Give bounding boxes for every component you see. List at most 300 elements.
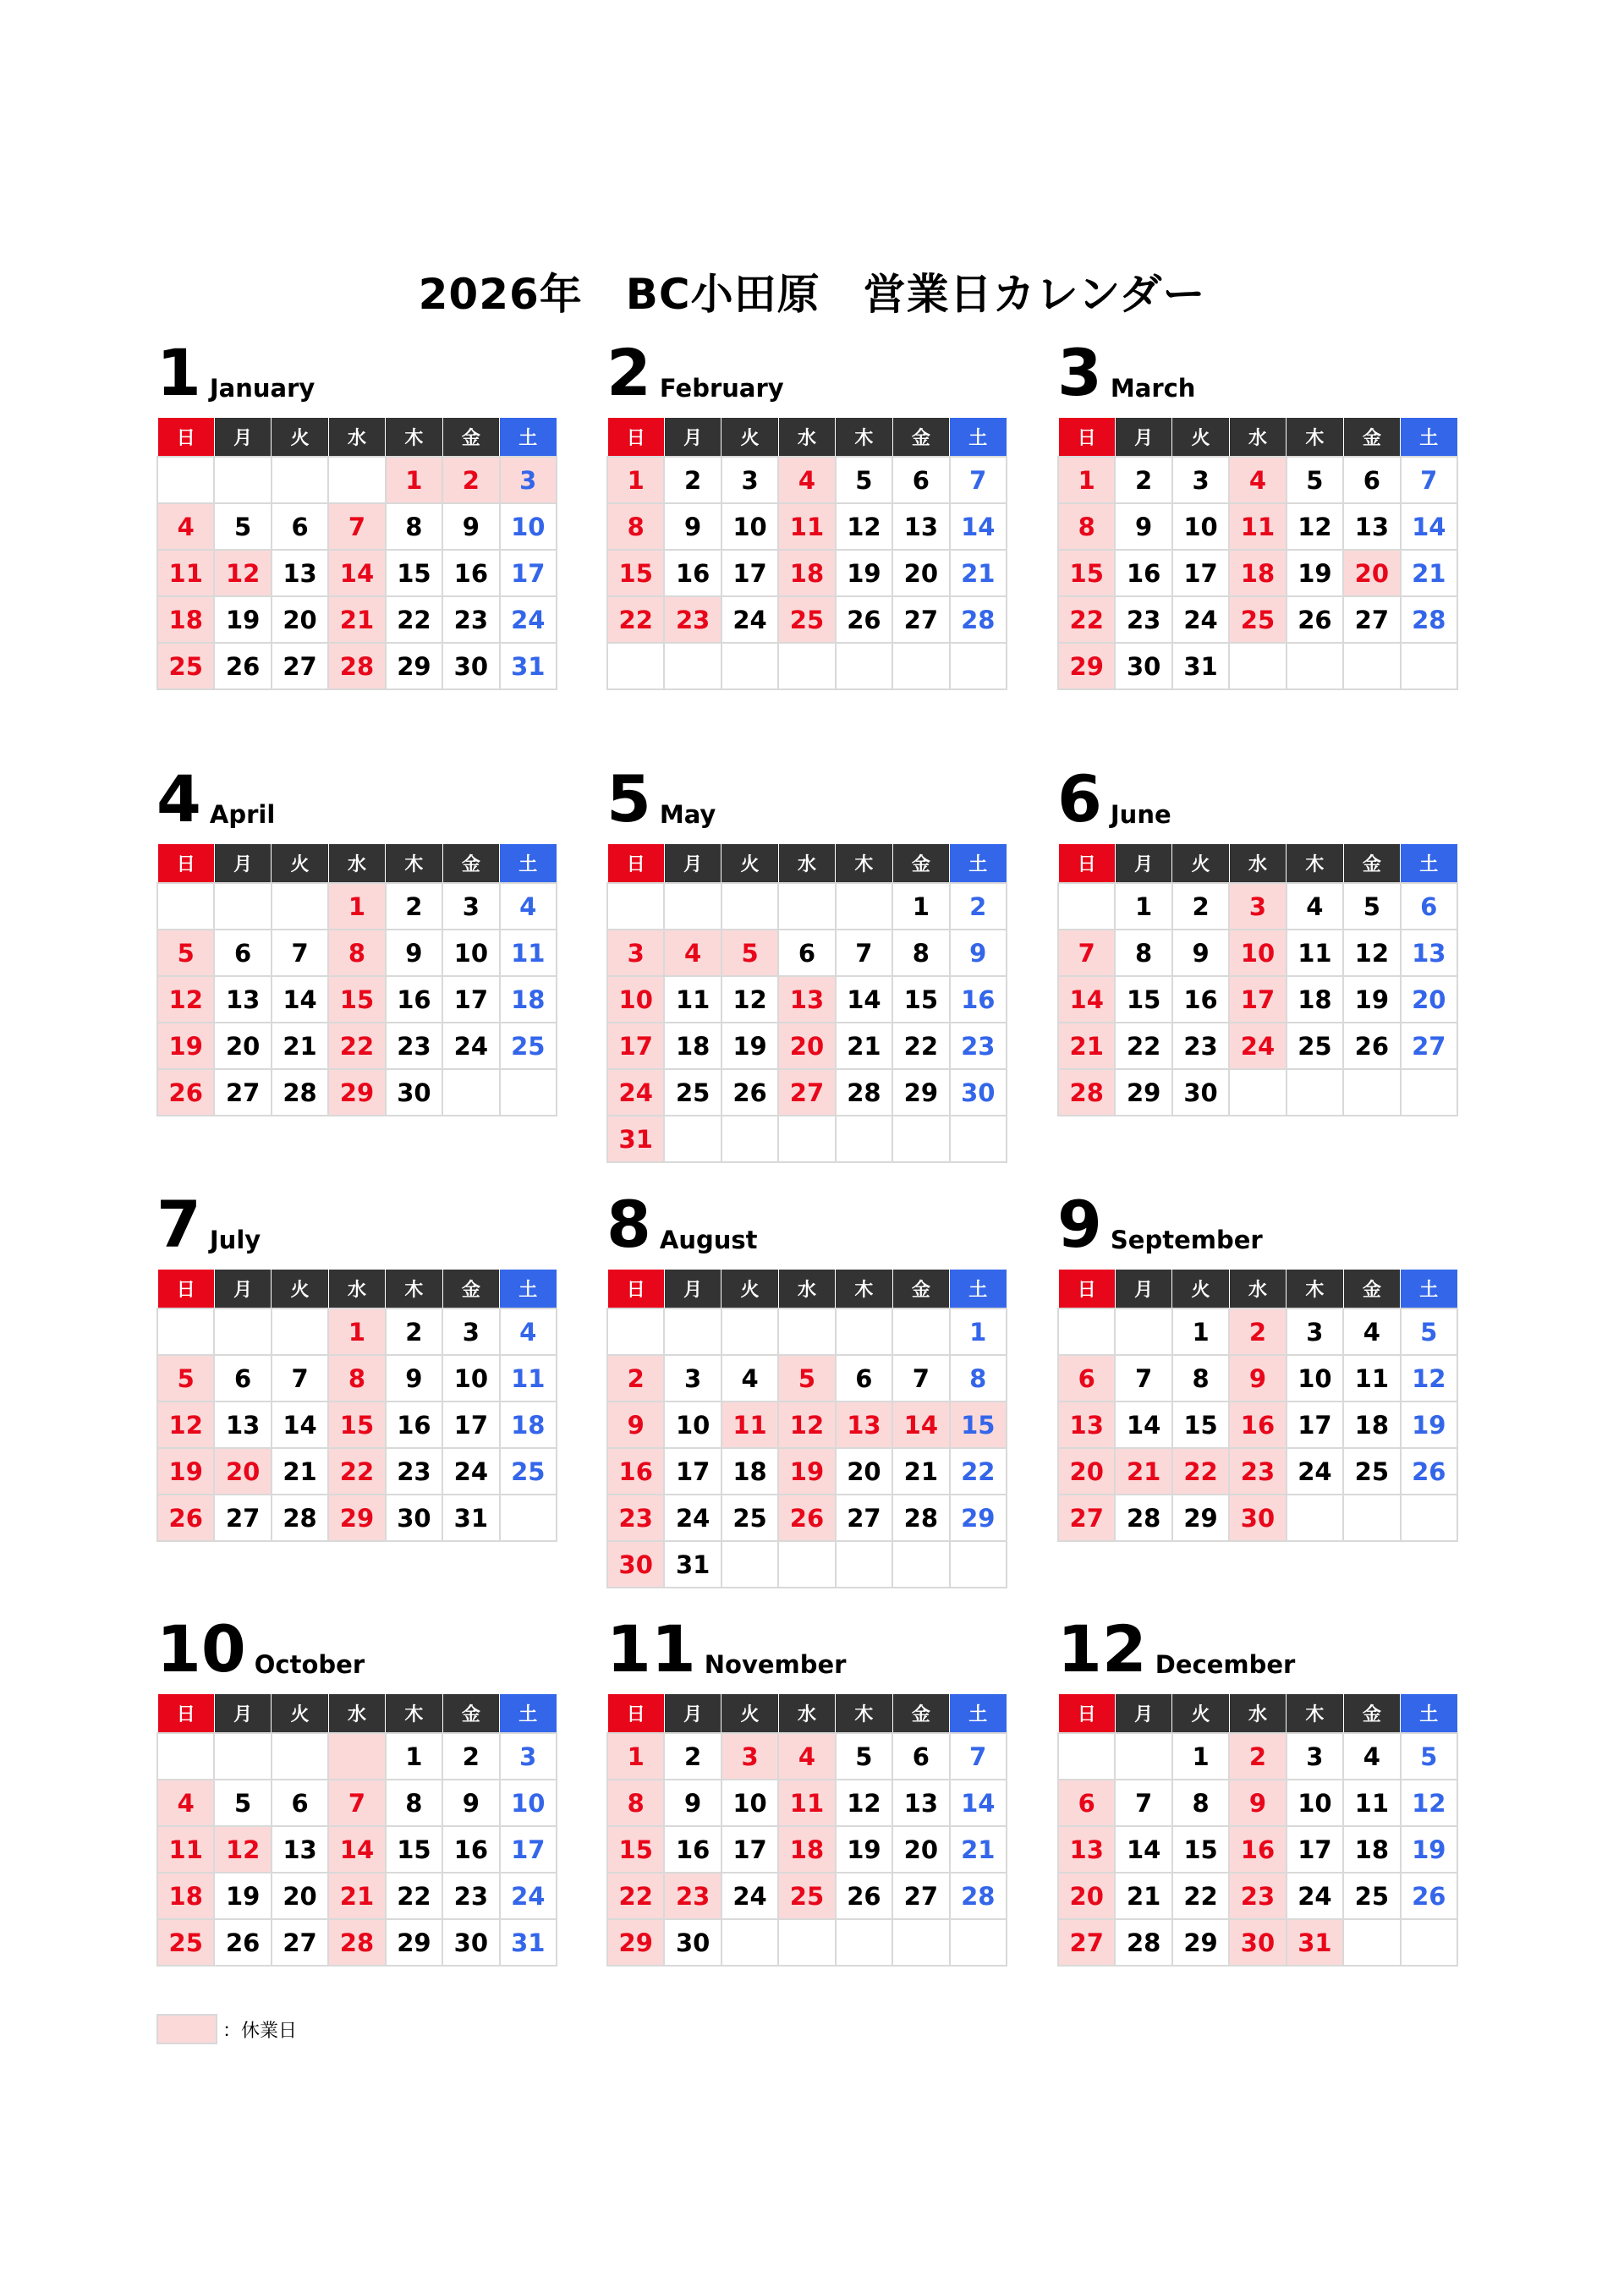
- day-cell: 8: [892, 930, 949, 976]
- empty-cell: [664, 1308, 721, 1355]
- month-table: [1057, 843, 1458, 1116]
- day-cell: 28: [1401, 596, 1457, 643]
- day-cell: 13: [892, 1780, 949, 1826]
- month-header: [156, 1611, 365, 1687]
- day-cell: 3: [664, 1355, 721, 1402]
- weekday-header: 金: [892, 1694, 949, 1734]
- day-cell: 11: [1287, 930, 1343, 976]
- day-cell: 13: [214, 1402, 271, 1448]
- week-row: [1058, 1023, 1457, 1069]
- day-cell: 19: [836, 1826, 892, 1873]
- month-table: [606, 1693, 1007, 1967]
- week-row: [157, 1448, 557, 1495]
- day-cell: 9: [950, 930, 1007, 976]
- day-cell: 9: [386, 930, 442, 976]
- weekday-header: 金: [1343, 1270, 1400, 1309]
- weekday-header: 木: [836, 1270, 892, 1309]
- weekday-header: 日: [1058, 1694, 1115, 1734]
- day-cell: 14: [836, 976, 892, 1023]
- month-name: March: [1110, 374, 1196, 403]
- week-row: [1058, 1069, 1457, 1116]
- day-cell: 21: [1115, 1448, 1171, 1495]
- day-cell: 16: [1229, 1402, 1286, 1448]
- month-march: [1057, 335, 1458, 690]
- day-cell: 28: [328, 643, 385, 689]
- day-cell: 26: [214, 643, 271, 689]
- month-header: [606, 1187, 758, 1262]
- empty-cell: [778, 1116, 835, 1162]
- month-number: 4: [156, 761, 201, 837]
- day-cell: 17: [1287, 1826, 1343, 1873]
- empty-cell: [1229, 1069, 1286, 1116]
- day-cell: 30: [664, 1919, 721, 1966]
- day-cell: 23: [1115, 596, 1171, 643]
- weekday-header: 土: [950, 844, 1007, 884]
- week-row: [607, 1402, 1007, 1448]
- day-cell: 10: [500, 503, 557, 550]
- day-cell: 25: [778, 1873, 835, 1919]
- month-name: February: [659, 374, 784, 403]
- day-cell: 26: [1401, 1873, 1457, 1919]
- week-row: [157, 550, 557, 596]
- day-cell: 6: [1401, 883, 1457, 930]
- day-cell: 15: [607, 1826, 664, 1873]
- day-cell: 28: [328, 1919, 385, 1966]
- month-december: [1057, 1611, 1458, 1967]
- day-cell: 17: [607, 1023, 664, 1069]
- day-cell: 21: [950, 1826, 1007, 1873]
- day-cell: 12: [778, 1402, 835, 1448]
- day-cell: 18: [1343, 1402, 1400, 1448]
- week-row: [607, 503, 1007, 550]
- day-cell: 5: [157, 1355, 214, 1402]
- day-cell: 10: [664, 1402, 721, 1448]
- day-cell: 22: [1172, 1873, 1229, 1919]
- weekday-header-row: [607, 418, 1007, 458]
- day-cell: 13: [892, 503, 949, 550]
- week-row: [157, 1069, 557, 1116]
- day-cell: 3: [500, 457, 557, 503]
- day-cell: 5: [721, 930, 778, 976]
- day-cell: 31: [500, 643, 557, 689]
- week-row: [1058, 1355, 1457, 1402]
- month-august: [606, 1187, 1007, 1588]
- day-cell: 30: [1172, 1069, 1229, 1116]
- week-row: [157, 1826, 557, 1873]
- empty-cell: [1343, 1069, 1400, 1116]
- day-cell: 12: [1401, 1780, 1457, 1826]
- day-cell: 29: [386, 1919, 442, 1966]
- weekday-header: 火: [272, 844, 328, 884]
- week-row: [607, 1495, 1007, 1541]
- empty-cell: [214, 1733, 271, 1780]
- month-number: 6: [1057, 761, 1102, 837]
- day-cell: 10: [607, 976, 664, 1023]
- day-cell: 11: [1343, 1780, 1400, 1826]
- day-cell: 2: [442, 1733, 499, 1780]
- month-header: [1057, 761, 1171, 837]
- month-header: [606, 335, 784, 410]
- day-cell: 26: [836, 1873, 892, 1919]
- empty-cell: [778, 1308, 835, 1355]
- day-cell: 5: [836, 1733, 892, 1780]
- empty-cell: [214, 457, 271, 503]
- day-cell: 11: [721, 1402, 778, 1448]
- empty-cell: [214, 883, 271, 930]
- day-cell: 21: [272, 1448, 328, 1495]
- week-row: [1058, 883, 1457, 930]
- weekday-header: 水: [1229, 1270, 1286, 1309]
- day-cell: 3: [442, 1308, 499, 1355]
- day-cell: 17: [721, 550, 778, 596]
- empty-cell: [664, 883, 721, 930]
- day-cell: 28: [272, 1069, 328, 1116]
- weekday-header: 木: [1287, 1694, 1343, 1734]
- day-cell: 2: [664, 1733, 721, 1780]
- weekday-header: 金: [892, 1270, 949, 1309]
- empty-cell: [721, 1308, 778, 1355]
- day-cell: 25: [778, 596, 835, 643]
- weekday-header: 土: [950, 1270, 1007, 1309]
- day-cell: 24: [607, 1069, 664, 1116]
- day-cell: 5: [1287, 457, 1343, 503]
- day-cell: 11: [778, 1780, 835, 1826]
- week-row: [607, 1873, 1007, 1919]
- day-cell: 17: [442, 1402, 499, 1448]
- day-cell: 21: [1058, 1023, 1115, 1069]
- day-cell: 19: [1401, 1402, 1457, 1448]
- weekday-header: 木: [386, 844, 442, 884]
- day-cell: 1: [892, 883, 949, 930]
- day-cell: 20: [214, 1023, 271, 1069]
- day-cell: 4: [778, 1733, 835, 1780]
- weekday-header: 水: [1229, 418, 1286, 458]
- week-row: [607, 1780, 1007, 1826]
- empty-cell: [1343, 643, 1400, 689]
- weekday-header: 日: [607, 844, 664, 884]
- day-cell: 27: [778, 1069, 835, 1116]
- day-cell: 25: [157, 1919, 214, 1966]
- week-row: [607, 1448, 1007, 1495]
- weekday-header: 土: [1401, 418, 1457, 458]
- day-cell: 6: [214, 930, 271, 976]
- day-cell: 1: [1115, 883, 1171, 930]
- week-row: [1058, 1873, 1457, 1919]
- day-cell: 19: [157, 1448, 214, 1495]
- day-cell: 21: [328, 596, 385, 643]
- weekday-header: 日: [157, 1694, 214, 1734]
- day-cell: 15: [607, 550, 664, 596]
- day-cell: 22: [607, 1873, 664, 1919]
- day-cell: 11: [157, 550, 214, 596]
- empty-cell: [328, 1733, 385, 1780]
- day-cell: 7: [272, 1355, 328, 1402]
- weekday-header: 水: [778, 1694, 835, 1734]
- weekday-header: 月: [214, 1270, 271, 1309]
- week-row: [607, 1308, 1007, 1355]
- day-cell: 27: [272, 1919, 328, 1966]
- empty-cell: [836, 643, 892, 689]
- day-cell: 21: [836, 1023, 892, 1069]
- day-cell: 4: [500, 1308, 557, 1355]
- day-cell: 23: [1172, 1023, 1229, 1069]
- day-cell: 29: [1115, 1069, 1171, 1116]
- month-october: [156, 1611, 557, 1967]
- month-number: 10: [156, 1611, 246, 1687]
- day-cell: 6: [778, 930, 835, 976]
- day-cell: 23: [607, 1495, 664, 1541]
- day-cell: 30: [1229, 1495, 1286, 1541]
- day-cell: 2: [950, 883, 1007, 930]
- month-table: [606, 843, 1007, 1163]
- day-cell: 21: [1401, 550, 1457, 596]
- day-cell: 16: [1172, 976, 1229, 1023]
- day-cell: 16: [1115, 550, 1171, 596]
- empty-cell: [1401, 1919, 1457, 1966]
- weekday-header-row: [607, 1694, 1007, 1734]
- day-cell: 7: [950, 457, 1007, 503]
- empty-cell: [500, 1069, 557, 1116]
- empty-cell: [721, 1116, 778, 1162]
- empty-cell: [157, 457, 214, 503]
- week-row: [1058, 1826, 1457, 1873]
- day-cell: 7: [892, 1355, 949, 1402]
- week-row: [607, 643, 1007, 689]
- day-cell: 25: [664, 1069, 721, 1116]
- day-cell: 19: [214, 1873, 271, 1919]
- empty-cell: [836, 1541, 892, 1588]
- day-cell: 27: [214, 1495, 271, 1541]
- week-row: [157, 1873, 557, 1919]
- day-cell: 29: [328, 1495, 385, 1541]
- month-number: 2: [606, 335, 651, 410]
- day-cell: 2: [442, 457, 499, 503]
- day-cell: 9: [442, 1780, 499, 1826]
- day-cell: 30: [442, 643, 499, 689]
- weekday-header: 月: [1115, 1694, 1171, 1734]
- weekday-header: 木: [1287, 1270, 1343, 1309]
- week-row: [157, 1402, 557, 1448]
- day-cell: 24: [1172, 596, 1229, 643]
- day-cell: 15: [1115, 976, 1171, 1023]
- month-header: [1057, 1187, 1263, 1262]
- day-cell: 2: [664, 457, 721, 503]
- day-cell: 3: [1287, 1733, 1343, 1780]
- day-cell: 7: [328, 503, 385, 550]
- day-cell: 15: [328, 976, 385, 1023]
- day-cell: 10: [442, 1355, 499, 1402]
- day-cell: 4: [1343, 1308, 1400, 1355]
- empty-cell: [721, 883, 778, 930]
- empty-cell: [1401, 643, 1457, 689]
- day-cell: 26: [778, 1495, 835, 1541]
- day-cell: 27: [892, 596, 949, 643]
- day-cell: 11: [500, 1355, 557, 1402]
- week-row: [157, 930, 557, 976]
- weekday-header-row: [607, 844, 1007, 884]
- day-cell: 2: [1229, 1733, 1286, 1780]
- day-cell: 23: [386, 1448, 442, 1495]
- weekday-header-row: [157, 418, 557, 458]
- day-cell: 1: [950, 1308, 1007, 1355]
- day-cell: 17: [1172, 550, 1229, 596]
- weekday-header: 日: [607, 418, 664, 458]
- day-cell: 28: [1115, 1495, 1171, 1541]
- day-cell: 28: [1058, 1069, 1115, 1116]
- empty-cell: [607, 1308, 664, 1355]
- empty-cell: [836, 883, 892, 930]
- day-cell: 23: [442, 596, 499, 643]
- day-cell: 14: [950, 503, 1007, 550]
- month-february: [606, 335, 1007, 690]
- weekday-header: 月: [214, 1694, 271, 1734]
- day-cell: 16: [1229, 1826, 1286, 1873]
- weekday-header-row: [1058, 844, 1457, 884]
- month-header: [156, 335, 315, 410]
- day-cell: 21: [272, 1023, 328, 1069]
- weekday-header: 金: [442, 1694, 499, 1734]
- day-cell: 1: [607, 1733, 664, 1780]
- day-cell: 11: [1229, 503, 1286, 550]
- day-cell: 9: [1115, 503, 1171, 550]
- weekday-header: 土: [1401, 844, 1457, 884]
- week-row: [1058, 976, 1457, 1023]
- day-cell: 8: [607, 503, 664, 550]
- month-table: [156, 1269, 557, 1542]
- month-january: [156, 335, 557, 690]
- empty-cell: [836, 1308, 892, 1355]
- month-header: [1057, 1611, 1296, 1687]
- day-cell: 13: [1401, 930, 1457, 976]
- weekday-header: 火: [721, 1694, 778, 1734]
- empty-cell: [664, 643, 721, 689]
- day-cell: 12: [1287, 503, 1343, 550]
- day-cell: 20: [836, 1448, 892, 1495]
- day-cell: 11: [664, 976, 721, 1023]
- day-cell: 23: [386, 1023, 442, 1069]
- day-cell: 20: [892, 1826, 949, 1873]
- weekday-header: 金: [892, 418, 949, 458]
- day-cell: 12: [214, 1826, 271, 1873]
- day-cell: 25: [1229, 596, 1286, 643]
- weekday-header: 日: [157, 844, 214, 884]
- day-cell: 27: [1343, 596, 1400, 643]
- month-header: [156, 761, 276, 837]
- day-cell: 22: [328, 1023, 385, 1069]
- day-cell: 8: [328, 1355, 385, 1402]
- day-cell: 29: [386, 643, 442, 689]
- day-cell: 17: [721, 1826, 778, 1873]
- day-cell: 17: [1287, 1402, 1343, 1448]
- empty-cell: [778, 1541, 835, 1588]
- weekday-header: 日: [157, 418, 214, 458]
- day-cell: 22: [892, 1023, 949, 1069]
- day-cell: 10: [1287, 1355, 1343, 1402]
- empty-cell: [157, 1733, 214, 1780]
- day-cell: 12: [157, 976, 214, 1023]
- week-row: [1058, 1448, 1457, 1495]
- weekday-header-row: [157, 1270, 557, 1309]
- legend-label: ：休業日: [222, 2020, 298, 2042]
- empty-cell: [836, 1116, 892, 1162]
- month-header: [1057, 335, 1196, 410]
- weekday-header: 日: [607, 1270, 664, 1309]
- weekday-header: 火: [1172, 418, 1229, 458]
- day-cell: 8: [1058, 503, 1115, 550]
- day-cell: 18: [778, 1826, 835, 1873]
- weekday-header: 土: [500, 1694, 557, 1734]
- day-cell: 16: [386, 1402, 442, 1448]
- empty-cell: [721, 643, 778, 689]
- day-cell: 19: [1401, 1826, 1457, 1873]
- weekday-header: 木: [1287, 844, 1343, 884]
- empty-cell: [950, 1541, 1007, 1588]
- weekday-header: 土: [500, 1270, 557, 1309]
- empty-cell: [1115, 1308, 1171, 1355]
- weekday-header: 日: [607, 1694, 664, 1734]
- day-cell: 12: [836, 503, 892, 550]
- day-cell: 1: [386, 457, 442, 503]
- weekday-header: 日: [157, 1270, 214, 1309]
- day-cell: 5: [1343, 883, 1400, 930]
- month-table: [606, 1269, 1007, 1588]
- week-row: [157, 457, 557, 503]
- day-cell: 13: [214, 976, 271, 1023]
- week-row: [157, 1355, 557, 1402]
- empty-cell: [214, 1308, 271, 1355]
- weekday-header-row: [607, 1270, 1007, 1309]
- weekday-header: 月: [664, 418, 721, 458]
- day-cell: 26: [721, 1069, 778, 1116]
- day-cell: 5: [214, 503, 271, 550]
- week-row: [157, 976, 557, 1023]
- day-cell: 27: [214, 1069, 271, 1116]
- day-cell: 27: [272, 643, 328, 689]
- day-cell: 28: [272, 1495, 328, 1541]
- day-cell: 27: [836, 1495, 892, 1541]
- day-cell: 27: [1058, 1919, 1115, 1966]
- day-cell: 27: [1401, 1023, 1457, 1069]
- day-cell: 26: [836, 596, 892, 643]
- weekday-header: 月: [1115, 1270, 1171, 1309]
- weekday-header: 土: [950, 1694, 1007, 1734]
- day-cell: 16: [664, 550, 721, 596]
- day-cell: 1: [328, 1308, 385, 1355]
- day-cell: 12: [836, 1780, 892, 1826]
- legend-holiday-swatch: [156, 2014, 217, 2044]
- empty-cell: [836, 1919, 892, 1966]
- weekday-header: 木: [1287, 418, 1343, 458]
- month-june: [1057, 761, 1458, 1116]
- empty-cell: [892, 643, 949, 689]
- day-cell: 22: [607, 596, 664, 643]
- day-cell: 3: [607, 930, 664, 976]
- day-cell: 3: [1172, 457, 1229, 503]
- day-cell: 30: [607, 1541, 664, 1588]
- day-cell: 15: [328, 1402, 385, 1448]
- weekday-header: 水: [778, 844, 835, 884]
- day-cell: 4: [721, 1355, 778, 1402]
- weekday-header: 火: [272, 1694, 328, 1734]
- day-cell: 7: [1115, 1780, 1171, 1826]
- day-cell: 13: [1058, 1826, 1115, 1873]
- month-name: April: [209, 800, 276, 829]
- day-cell: 15: [1058, 550, 1115, 596]
- month-table: [156, 843, 557, 1116]
- empty-cell: [1401, 1495, 1457, 1541]
- day-cell: 6: [836, 1355, 892, 1402]
- day-cell: 25: [500, 1448, 557, 1495]
